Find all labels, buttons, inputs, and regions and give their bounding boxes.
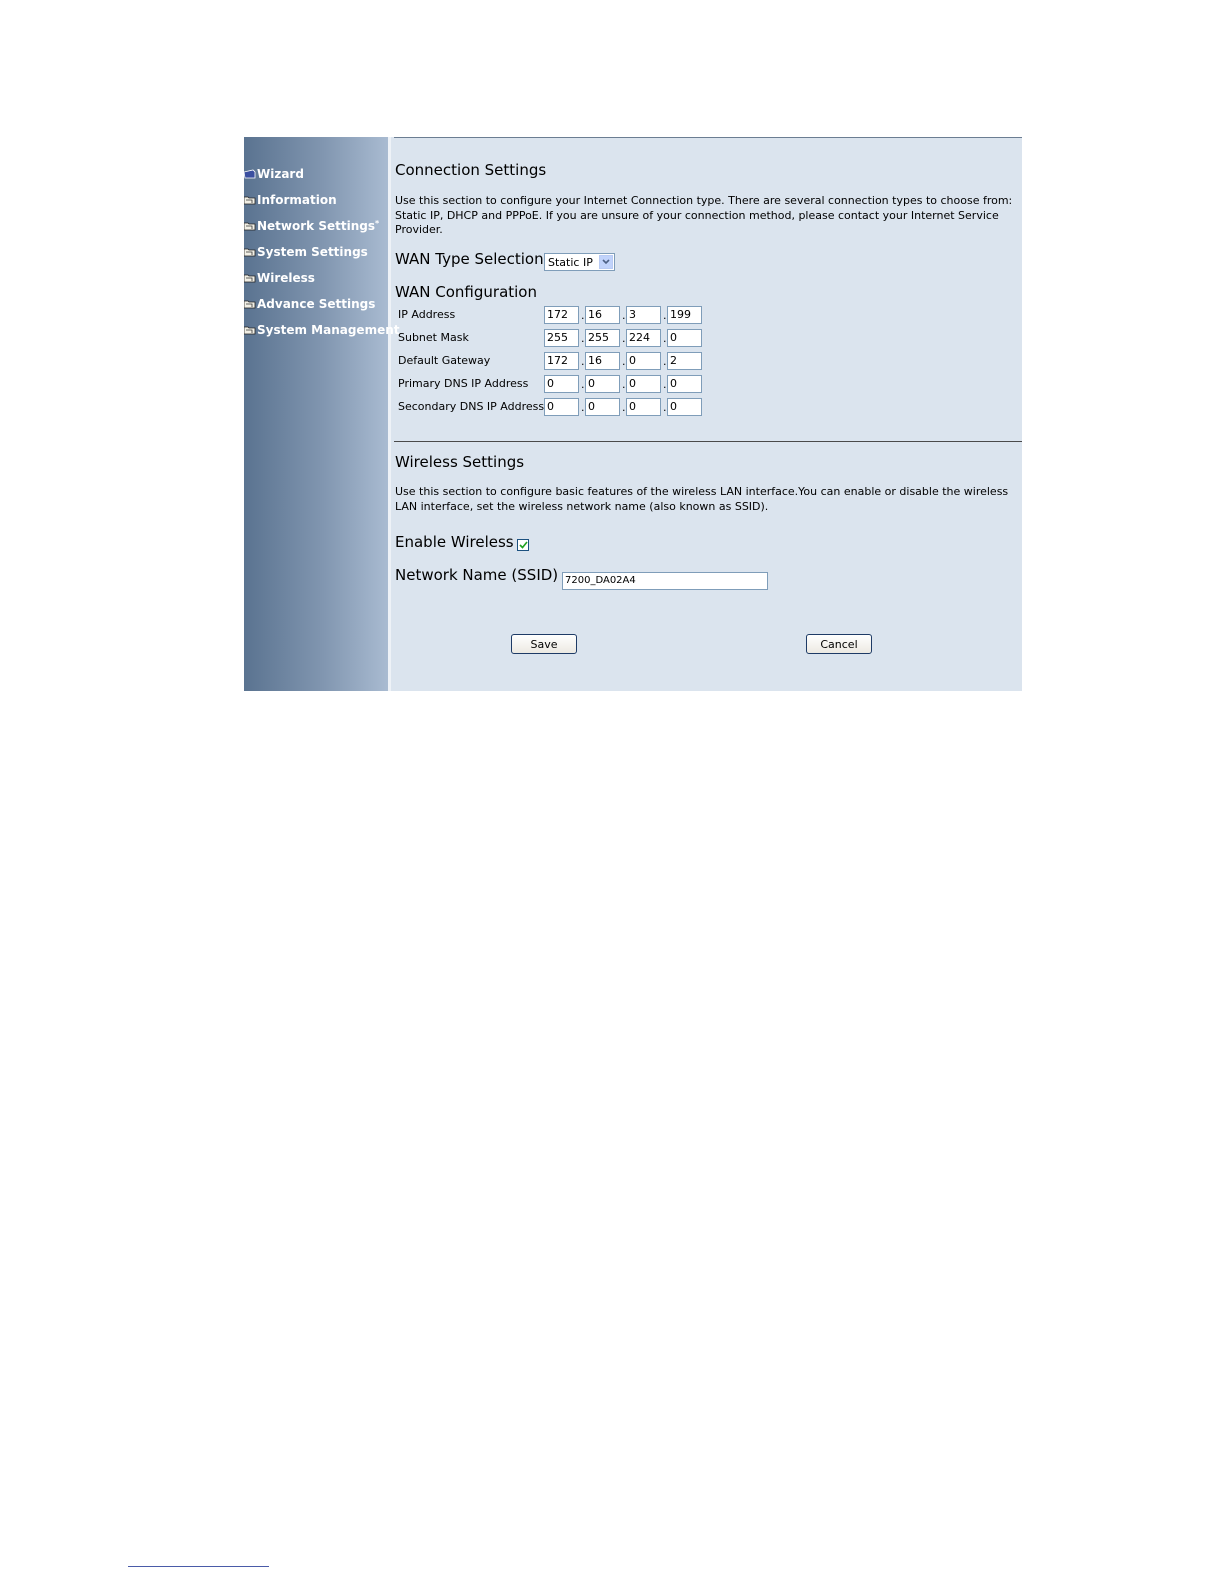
octet-dot: .: [663, 332, 667, 345]
folder-icon: [244, 195, 256, 205]
folder-icon: [244, 325, 256, 335]
sidebar-item-label: Network Settings: [257, 219, 375, 233]
folder-icon: [244, 247, 256, 257]
sidebar-item-system-settings[interactable]: [244, 243, 368, 261]
octet-input[interactable]: 255: [544, 329, 579, 347]
octet-input[interactable]: 16: [585, 352, 620, 370]
sidebar-item-suffix: *: [374, 218, 380, 228]
octet-input[interactable]: 199: [667, 306, 702, 324]
main-content: [394, 137, 1022, 691]
sidebar-item-label: Advance Settings: [257, 297, 376, 311]
enable-wireless-label: Enable Wireless: [395, 533, 514, 551]
octet-dot: .: [581, 378, 585, 391]
octet-dot: .: [581, 309, 585, 322]
save-button[interactable]: Save: [511, 634, 577, 654]
field-label: Primary DNS IP Address: [398, 377, 529, 390]
octet-input[interactable]: 0: [667, 398, 702, 416]
checkmark-icon: [519, 541, 528, 549]
connection-settings-title: Connection Settings: [395, 161, 547, 179]
octet-input[interactable]: 0: [585, 375, 620, 393]
octet-dot: .: [622, 401, 626, 414]
octet-input[interactable]: 3: [626, 306, 661, 324]
octet-input[interactable]: 16: [585, 306, 620, 324]
octet-input[interactable]: 224: [626, 329, 661, 347]
ssid-input[interactable]: 7200_DA02A4: [562, 572, 768, 590]
octet-dot: .: [622, 309, 626, 322]
sidebar-item-advance-settings[interactable]: [244, 295, 375, 313]
octet-input[interactable]: 0: [585, 398, 620, 416]
wireless-settings-description: Use this section to configure basic features of the wireless LAN interface.You can enable or disable the wireless LAN interface, set the wireless network name (also known as SSID).: [395, 485, 1009, 513]
sidebar-item-system-management[interactable]: [244, 321, 400, 339]
wizard-icon: [244, 169, 256, 179]
octet-dot: .: [663, 401, 667, 414]
sidebar-item-label: Wireless: [257, 271, 315, 285]
wireless-settings-title: Wireless Settings: [395, 453, 525, 471]
chevron-down-icon[interactable]: [599, 255, 613, 269]
sidebar-item-label: Information: [257, 193, 337, 207]
octet-input[interactable]: 2: [667, 352, 702, 370]
enable-wireless-checkbox[interactable]: [517, 539, 529, 551]
router-config-panel: [244, 137, 1022, 691]
octet-dot: .: [663, 309, 667, 322]
octet-input[interactable]: 255: [585, 329, 620, 347]
field-label: Secondary DNS IP Address: [398, 400, 545, 413]
octet-dot: .: [581, 355, 585, 368]
folder-icon: [244, 299, 256, 309]
octet-dot: .: [622, 332, 626, 345]
octet-dot: .: [622, 355, 626, 368]
octet-input[interactable]: 0: [626, 352, 661, 370]
section-divider: [394, 441, 1022, 442]
connection-settings-description: Use this section to configure your Internet Connection type. There are several connection types to choose from: Static IP, DHCP and PPPoE. If you are unsure of your connection method, please contact your Internet Service Provider.: [395, 194, 1013, 236]
sidebar-nav: [244, 137, 400, 691]
sidebar-item-label: System Management: [257, 323, 400, 337]
folder-icon: [244, 221, 256, 231]
sidebar-item-label: System Settings: [257, 245, 368, 259]
octet-input[interactable]: 172: [544, 352, 579, 370]
sidebar-item-network-settings[interactable]: [244, 217, 379, 235]
wan-type-value: Static IP: [548, 256, 593, 269]
octet-input[interactable]: 0: [626, 398, 661, 416]
octet-dot: .: [663, 378, 667, 391]
field-label: Default Gateway: [398, 354, 491, 367]
sidebar-item-wizard[interactable]: [244, 165, 304, 183]
octet-dot: .: [663, 355, 667, 368]
octet-input[interactable]: 0: [626, 375, 661, 393]
top-divider: [394, 137, 1022, 138]
wan-type-select[interactable]: [544, 253, 615, 271]
sidebar-item-wireless[interactable]: [244, 269, 315, 287]
cancel-button[interactable]: Cancel: [806, 634, 872, 654]
ssid-label: Network Name (SSID): [395, 566, 559, 584]
octet-input[interactable]: 172: [544, 306, 579, 324]
octet-dot: .: [622, 378, 626, 391]
footnote-separator: [128, 1566, 269, 1567]
folder-icon: [244, 273, 256, 283]
sidebar-item-label: Wizard: [257, 167, 304, 181]
octet-dot: .: [581, 401, 585, 414]
octet-input[interactable]: 0: [667, 375, 702, 393]
octet-input[interactable]: 0: [544, 375, 579, 393]
octet-input[interactable]: 0: [667, 329, 702, 347]
sidebar-item-information[interactable]: [244, 191, 337, 209]
field-label: IP Address: [398, 308, 456, 321]
octet-dot: .: [581, 332, 585, 345]
wan-type-label: WAN Type Selection: [395, 250, 544, 268]
field-label: Subnet Mask: [398, 331, 469, 344]
octet-input[interactable]: 0: [544, 398, 579, 416]
wan-config-title: WAN Configuration: [395, 283, 537, 301]
